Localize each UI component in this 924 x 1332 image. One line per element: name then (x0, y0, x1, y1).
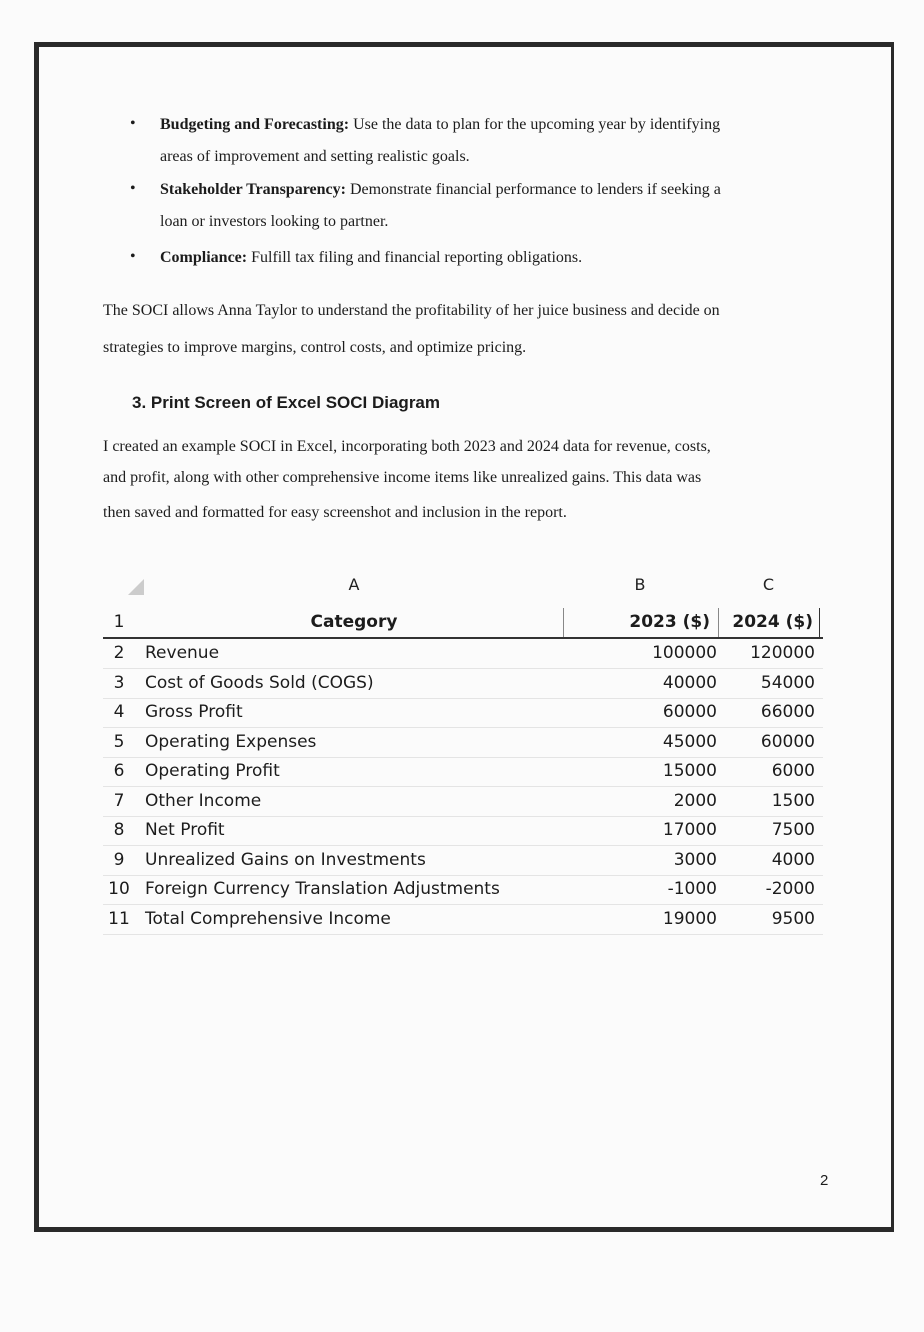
bullet-title: Stakeholder Transparency: (160, 181, 346, 198)
header-cell-c (718, 608, 820, 637)
paragraph-line: The SOCI allows Anna Taylor to understand the profitability of her juice business and decide on (103, 302, 720, 319)
row-number: 10 (108, 879, 130, 899)
category-cell: Foreign Currency Translation Adjustments (145, 879, 500, 899)
paragraph-line: I created an example SOCI in Excel, incorporating both 2023 and 2024 data for revenue, costs, (103, 438, 711, 455)
value-2024-cell: 1500 (771, 790, 815, 811)
header-cell-b (563, 608, 719, 637)
value-2023-cell: 60000 (662, 702, 717, 722)
column-header-b: B (634, 575, 646, 594)
table-row (103, 816, 823, 846)
value-2023-cell: -1000 (667, 879, 717, 899)
value-2024-cell: 54000 (760, 672, 815, 693)
category-cell: Total Comprehensive Income (145, 908, 391, 929)
value-2023-cell: 15000 (662, 761, 717, 781)
row-number: 9 (113, 849, 125, 870)
row-number: 4 (113, 702, 125, 722)
bullet-text: Demonstrate financial performance to lenders if seeking a (349, 181, 721, 198)
row-number: 6 (113, 761, 125, 781)
value-2023-cell: 2000 (673, 790, 717, 811)
value-2023-cell: 100000 (652, 643, 717, 663)
paragraph-line: strategies to improve margins, control costs, and optimize pricing. (103, 339, 527, 356)
table-row (103, 728, 823, 758)
value-2024-cell: 7500 (771, 820, 815, 840)
category-cell: Unrealized Gains on Investments (145, 849, 426, 870)
section-heading: 3. Print Screen of Excel SOCI Diagram (132, 393, 441, 412)
category-cell: Gross Profit (145, 702, 243, 722)
value-2024-cell: 9500 (771, 908, 815, 929)
table-row (103, 875, 823, 905)
bullet-line (160, 248, 582, 268)
table-row (103, 669, 823, 699)
header-2024: 2024 ($) (732, 612, 813, 632)
row-number: 5 (113, 731, 125, 752)
category-cell: Other Income (145, 790, 262, 811)
value-2024-cell: 120000 (750, 643, 815, 663)
column-header-a: A (348, 575, 360, 594)
bullet-icon: • (130, 248, 136, 265)
bullet-icon: • (130, 180, 136, 197)
bullet-title: Compliance: (160, 249, 248, 266)
table-row (103, 787, 823, 817)
table-row (103, 757, 823, 787)
paragraph-line: then saved and formatted for easy screenshot and inclusion in the report. (103, 504, 567, 521)
header-row (103, 608, 823, 639)
value-2024-cell: 60000 (760, 731, 815, 752)
row-number: 7 (113, 790, 125, 811)
header-category: Category (310, 612, 398, 632)
bullet-text: loan or investors looking to partner. (160, 213, 389, 230)
category-cell: Net Profit (145, 820, 225, 840)
value-2024-cell: 66000 (760, 702, 815, 722)
bullet-text: Fulfill tax filing and financial reporting obligations. (251, 249, 583, 266)
value-2023-cell: 17000 (662, 820, 717, 840)
category-cell: Operating Profit (145, 761, 280, 781)
value-2023-cell: 19000 (662, 908, 717, 929)
paragraph-line: and profit, along with other comprehensive income items like unrealized gains. This data was (103, 469, 702, 486)
value-2024-cell: -2000 (765, 879, 815, 899)
value-2024-cell: 6000 (771, 761, 815, 781)
category-cell: Operating Expenses (145, 731, 317, 752)
table-row (103, 846, 823, 876)
row-number: 8 (113, 820, 125, 840)
value-2023-cell: 40000 (662, 672, 717, 693)
table-row (103, 905, 823, 935)
bullet-title: Budgeting and Forecasting: (160, 116, 350, 133)
bullet-text: areas of improvement and setting realistic goals. (160, 148, 470, 165)
column-header-c: C (762, 575, 775, 594)
bullet-icon: • (130, 115, 136, 132)
row-number: 3 (113, 672, 125, 693)
header-2023: 2023 ($) (629, 612, 710, 632)
row-number: 2 (113, 643, 125, 663)
select-all-corner-icon (128, 579, 144, 595)
page-number: 2 (820, 1172, 829, 1189)
row-number: 11 (108, 908, 130, 929)
value-2024-cell: 4000 (771, 849, 815, 870)
category-cell: Cost of Goods Sold (COGS) (145, 672, 374, 693)
bullet-line (160, 180, 721, 200)
table-row (103, 639, 823, 669)
value-2023-cell: 3000 (673, 849, 717, 870)
bullet-line (160, 115, 720, 135)
bullet-text: Use the data to plan for the upcoming year by identifying (353, 116, 721, 133)
row-number: 1 (113, 612, 125, 632)
value-2023-cell: 45000 (662, 731, 717, 752)
category-cell: Revenue (145, 643, 220, 663)
table-row (103, 698, 823, 728)
